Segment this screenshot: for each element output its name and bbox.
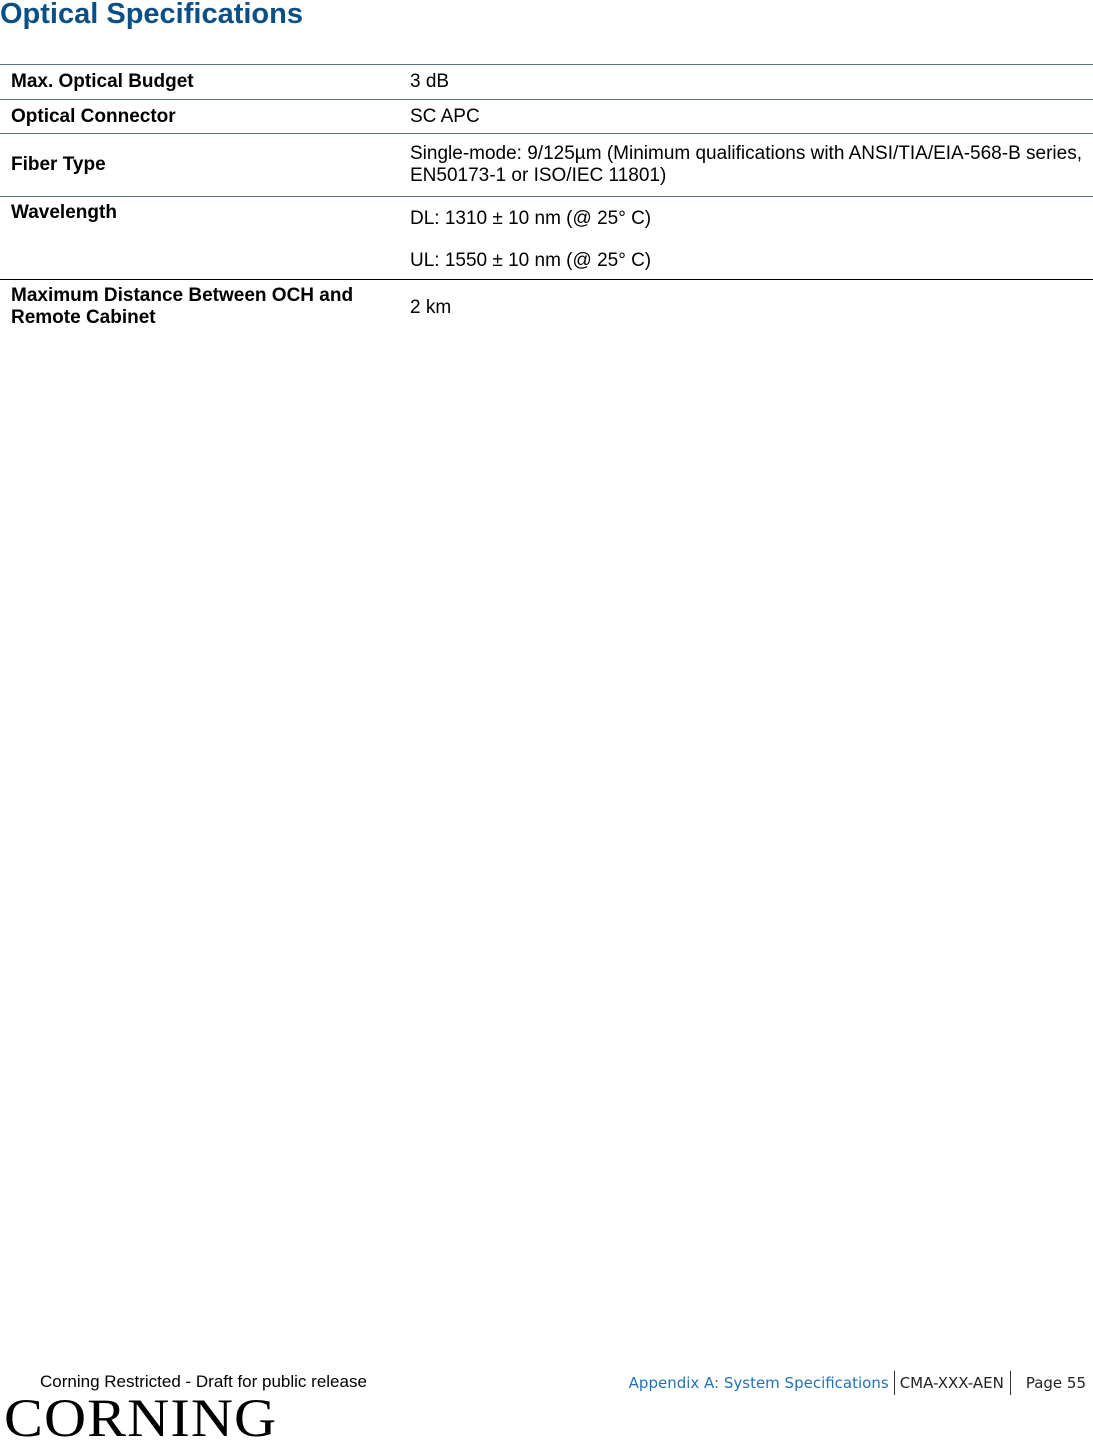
footer-doc-id: CMA-XXX-AEN xyxy=(894,1371,1011,1395)
spec-value: 2 km xyxy=(410,297,452,318)
spec-label: Max. Optical Budget xyxy=(11,71,194,92)
wavelength-dl: DL: 1310 ± 10 nm (@ 25° C) xyxy=(410,208,652,229)
spec-value: SC APC xyxy=(410,105,480,127)
optical-spec-table xyxy=(0,64,1093,341)
spec-label: Fiber Type xyxy=(11,154,106,175)
wavelength-ul: UL: 1550 ± 10 nm (@ 25° C) xyxy=(410,250,652,271)
spec-value: Single-mode: 9/125µm (Minimum qualifications with ANSI/TIA/EIA-568-B series, EN50173-1 or ISO/IEC 11801) xyxy=(410,143,1082,186)
table-row xyxy=(0,197,1093,280)
table-row xyxy=(0,134,1093,197)
spec-label: Optical Connector xyxy=(11,105,176,127)
footer-page-number: Page 55 xyxy=(1025,1374,1086,1392)
section-title: Optical Specifications xyxy=(0,0,303,30)
spec-label: Wavelength xyxy=(11,202,117,223)
corning-logo: CORNING xyxy=(4,1388,278,1448)
footer-nav xyxy=(629,1371,1086,1395)
footer-restriction: Corning Restricted - Draft for public release xyxy=(40,1372,367,1391)
spec-value-group xyxy=(410,197,1093,280)
table-row xyxy=(0,100,1093,134)
footer-section-link[interactable]: Appendix A: System Specifications xyxy=(628,1374,889,1392)
table-row xyxy=(0,65,1093,100)
spec-label: Maximum Distance Between OCH and Remote Cabinet xyxy=(11,285,354,328)
spec-value: 3 dB xyxy=(410,71,450,92)
table-row xyxy=(0,280,1093,342)
